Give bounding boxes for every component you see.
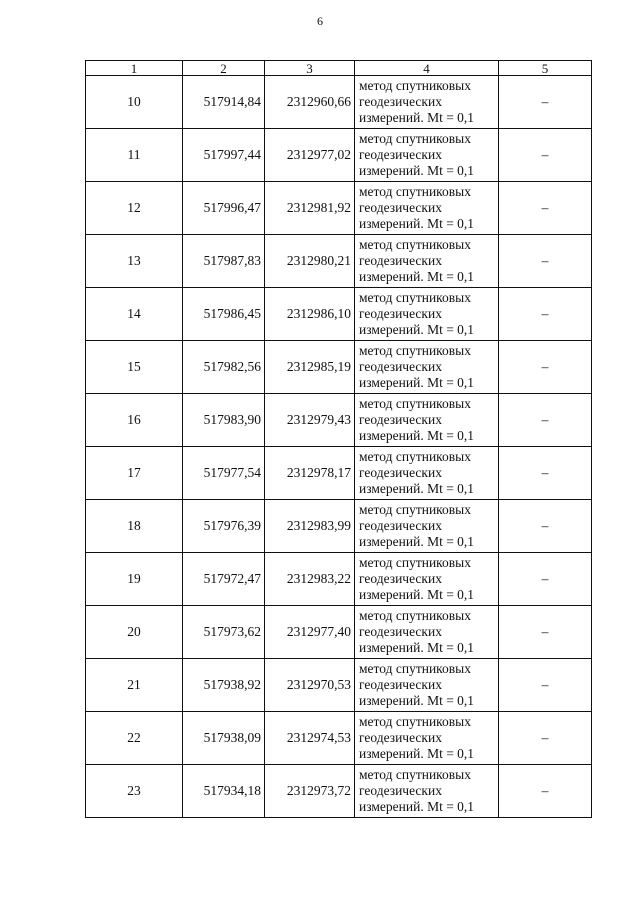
method-cell — [355, 712, 499, 765]
method-line: измерений. Mt = 0,1 — [359, 481, 475, 496]
method-cell — [355, 553, 499, 606]
point-number-cell: 22 — [86, 712, 183, 765]
coordinate-x-cell: 517982,56 — [183, 341, 265, 394]
note-cell: – — [499, 553, 592, 606]
method-line: метод спутниковых — [359, 78, 471, 93]
note-cell: – — [499, 606, 592, 659]
coordinate-y-cell: 2312977,40 — [265, 606, 355, 659]
method-cell — [355, 288, 499, 341]
method-line: геодезических — [359, 730, 442, 745]
method-line: измерений. Mt = 0,1 — [359, 534, 475, 549]
method-cell — [355, 500, 499, 553]
point-number-cell: 14 — [86, 288, 183, 341]
method-line: геодезических — [359, 783, 442, 798]
method-cell — [355, 341, 499, 394]
method-line: метод спутниковых — [359, 555, 471, 570]
table-body — [86, 76, 592, 818]
method-line: измерений. Mt = 0,1 — [359, 746, 475, 761]
coordinate-y-cell: 2312981,92 — [265, 182, 355, 235]
table-row — [86, 712, 592, 765]
table-row — [86, 129, 592, 182]
coordinate-x-cell: 517934,18 — [183, 765, 265, 818]
note-cell: – — [499, 182, 592, 235]
coordinate-x-cell: 517987,83 — [183, 235, 265, 288]
table-row — [86, 76, 592, 129]
method-cell — [355, 235, 499, 288]
method-line: метод спутниковых — [359, 661, 471, 676]
method-line: измерений. Mt = 0,1 — [359, 163, 475, 178]
table-row — [86, 288, 592, 341]
method-line: геодезических — [359, 200, 442, 215]
method-cell — [355, 129, 499, 182]
note-cell: – — [499, 394, 592, 447]
note-cell: – — [499, 447, 592, 500]
coordinate-y-cell: 2312960,66 — [265, 76, 355, 129]
header-col-2: 2 — [183, 61, 265, 76]
coordinate-x-cell: 517938,92 — [183, 659, 265, 712]
coordinate-x-cell: 517996,47 — [183, 182, 265, 235]
note-cell: – — [499, 659, 592, 712]
point-number-cell: 17 — [86, 447, 183, 500]
note-cell: – — [499, 235, 592, 288]
table-row — [86, 182, 592, 235]
point-number-cell: 19 — [86, 553, 183, 606]
method-line: геодезических — [359, 147, 442, 162]
method-line: метод спутниковых — [359, 290, 471, 305]
method-line: геодезических — [359, 624, 442, 639]
method-line: измерений. Mt = 0,1 — [359, 375, 475, 390]
method-line: метод спутниковых — [359, 608, 471, 623]
table-row — [86, 235, 592, 288]
method-line: метод спутниковых — [359, 502, 471, 517]
note-cell: – — [499, 76, 592, 129]
coordinate-y-cell: 2312979,43 — [265, 394, 355, 447]
point-number-cell: 10 — [86, 76, 183, 129]
coordinate-x-cell: 517914,84 — [183, 76, 265, 129]
point-number-cell: 21 — [86, 659, 183, 712]
method-cell — [355, 659, 499, 712]
method-line: геодезических — [359, 359, 442, 374]
point-number-cell: 23 — [86, 765, 183, 818]
method-line: геодезических — [359, 571, 442, 586]
coordinate-y-cell: 2312986,10 — [265, 288, 355, 341]
coordinate-y-cell: 2312974,53 — [265, 712, 355, 765]
coordinate-x-cell: 517997,44 — [183, 129, 265, 182]
coordinate-y-cell: 2312985,19 — [265, 341, 355, 394]
method-line: геодезических — [359, 518, 442, 533]
table-row — [86, 765, 592, 818]
point-number-cell: 12 — [86, 182, 183, 235]
coordinate-y-cell: 2312980,21 — [265, 235, 355, 288]
coordinate-y-cell: 2312983,22 — [265, 553, 355, 606]
point-number-cell: 18 — [86, 500, 183, 553]
note-cell: – — [499, 500, 592, 553]
table-header-row — [86, 61, 592, 76]
header-col-3: 3 — [265, 61, 355, 76]
point-number-cell: 20 — [86, 606, 183, 659]
method-cell — [355, 765, 499, 818]
point-number-cell: 15 — [86, 341, 183, 394]
table-row — [86, 553, 592, 606]
table-row — [86, 394, 592, 447]
method-line: измерений. Mt = 0,1 — [359, 110, 475, 125]
coordinates-table — [85, 60, 592, 818]
table-row — [86, 447, 592, 500]
coordinate-x-cell: 517977,54 — [183, 447, 265, 500]
method-line: геодезических — [359, 306, 442, 321]
method-line: геодезических — [359, 465, 442, 480]
coordinate-x-cell: 517986,45 — [183, 288, 265, 341]
coordinate-x-cell: 517938,09 — [183, 712, 265, 765]
method-line: геодезических — [359, 677, 442, 692]
note-cell: – — [499, 712, 592, 765]
method-line: метод спутниковых — [359, 396, 471, 411]
method-line: измерений. Mt = 0,1 — [359, 693, 475, 708]
point-number-cell: 13 — [86, 235, 183, 288]
table-row — [86, 500, 592, 553]
method-line: измерений. Mt = 0,1 — [359, 587, 475, 602]
method-cell — [355, 394, 499, 447]
header-col-4: 4 — [355, 61, 499, 76]
method-line: геодезических — [359, 94, 442, 109]
method-line: метод спутниковых — [359, 343, 471, 358]
method-line: метод спутниковых — [359, 184, 471, 199]
table-row — [86, 659, 592, 712]
point-number-cell: 16 — [86, 394, 183, 447]
header-col-5: 5 — [499, 61, 592, 76]
table-row — [86, 341, 592, 394]
note-cell: – — [499, 129, 592, 182]
coordinate-y-cell: 2312973,72 — [265, 765, 355, 818]
method-line: метод спутниковых — [359, 131, 471, 146]
method-line: метод спутниковых — [359, 767, 471, 782]
method-line: измерений. Mt = 0,1 — [359, 269, 475, 284]
method-line: геодезических — [359, 412, 442, 427]
method-cell — [355, 447, 499, 500]
method-line: измерений. Mt = 0,1 — [359, 640, 475, 655]
method-line: измерений. Mt = 0,1 — [359, 216, 475, 231]
method-line: измерений. Mt = 0,1 — [359, 428, 475, 443]
method-line: измерений. Mt = 0,1 — [359, 322, 475, 337]
page-number: 6 — [317, 14, 323, 28]
point-number-cell: 11 — [86, 129, 183, 182]
note-cell: – — [499, 341, 592, 394]
method-line: метод спутниковых — [359, 714, 471, 729]
coordinate-y-cell: 2312978,17 — [265, 447, 355, 500]
table-row — [86, 606, 592, 659]
method-line: метод спутниковых — [359, 237, 471, 252]
note-cell: – — [499, 765, 592, 818]
coordinate-x-cell: 517973,62 — [183, 606, 265, 659]
method-line: измерений. Mt = 0,1 — [359, 799, 475, 814]
method-line: геодезических — [359, 253, 442, 268]
note-cell: – — [499, 288, 592, 341]
coordinate-x-cell: 517972,47 — [183, 553, 265, 606]
coordinate-y-cell: 2312970,53 — [265, 659, 355, 712]
header-col-1: 1 — [86, 61, 183, 76]
coordinate-x-cell: 517983,90 — [183, 394, 265, 447]
coordinate-y-cell: 2312983,99 — [265, 500, 355, 553]
coordinate-y-cell: 2312977,02 — [265, 129, 355, 182]
method-cell — [355, 76, 499, 129]
method-cell — [355, 182, 499, 235]
coordinate-x-cell: 517976,39 — [183, 500, 265, 553]
method-cell — [355, 606, 499, 659]
method-line: метод спутниковых — [359, 449, 471, 464]
